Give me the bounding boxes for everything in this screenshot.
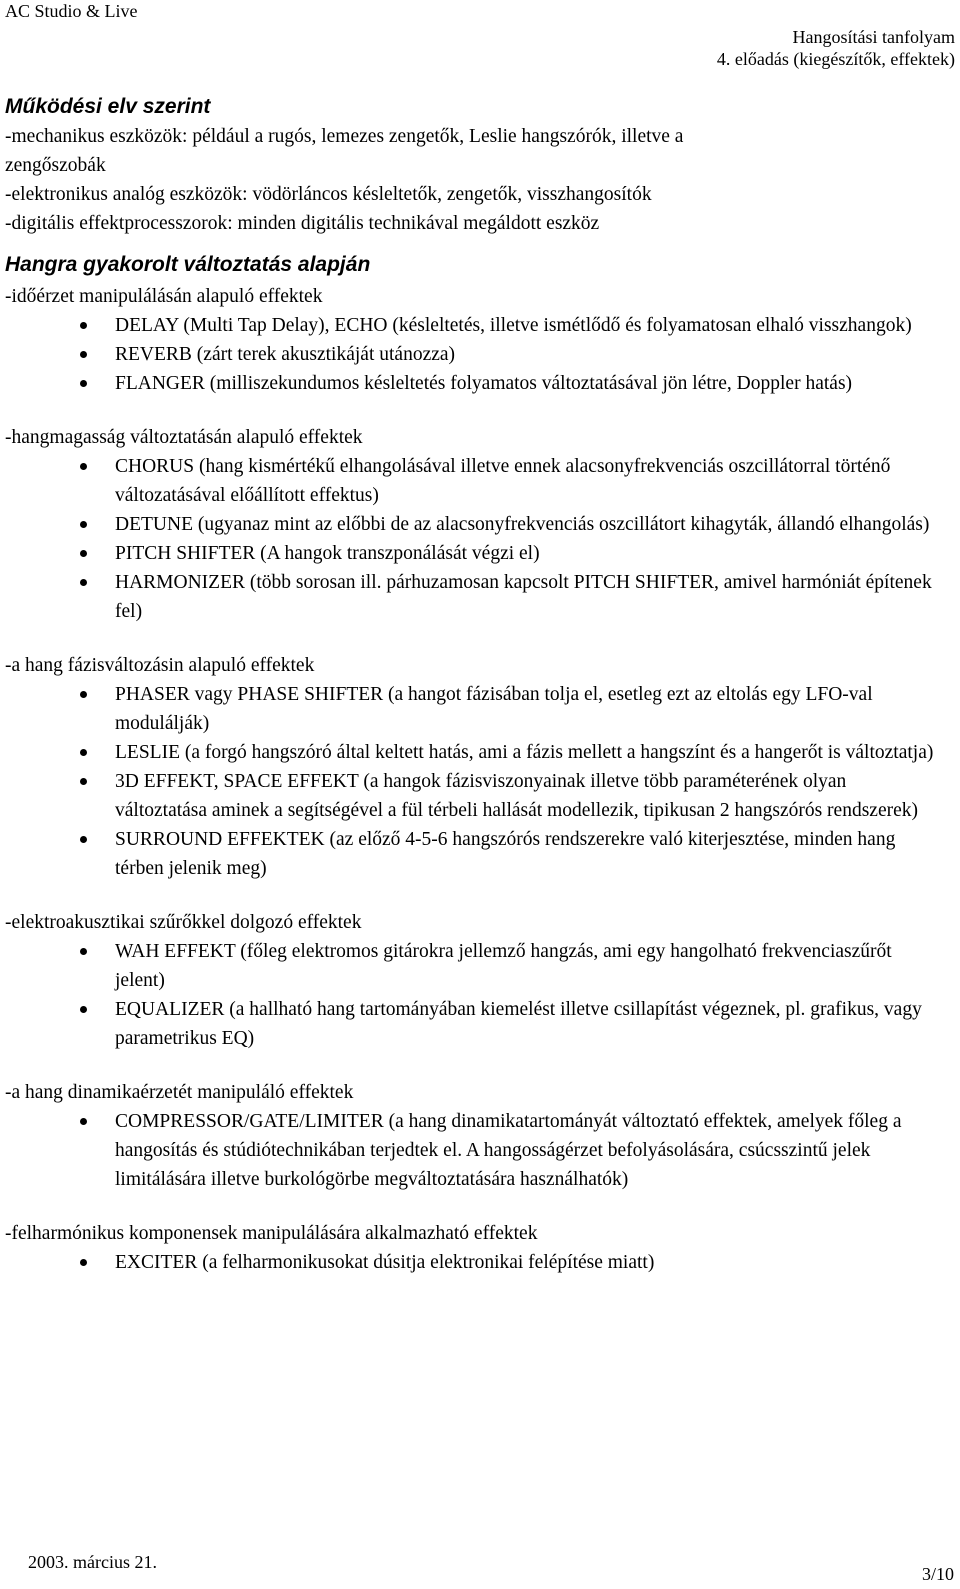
principle-line: zengőszobák [5,155,106,176]
document-body [5,92,955,1277]
effect-list-item: WAH EFFEKT (főleg elektromos gitárokra jellemző hangzás, ami egy hangolható frekvenciaszűrőt jelent) [5,937,935,995]
effect-list-item: DETUNE (ugyanaz mint az előbbi de az alacsonyfrekvenciás oszcillátort kihagyták, állandó elhangolás) [5,510,935,539]
principle-list [5,122,955,238]
footer-date: 2003. március 21. [28,1552,157,1572]
effect-list [5,680,955,883]
effect-group-title: -a hang fázisváltozásin alapuló effektek [5,655,315,676]
effect-list [5,1107,955,1194]
effect-group [5,908,955,1053]
effect-list-item: CHORUS (hang kismértékű elhangolásával illetve ennek alacsonyfrekvenciás oszcillátorral történő változatásával előállított effektus) [5,452,935,510]
section-heading-sound-change: Hangra gyakorolt változtatás alapján [5,253,371,276]
effect-group-title: -időérzet manipulálásán alapuló effektek [5,286,323,307]
effect-list [5,311,955,398]
effect-list-item: EQUALIZER (a hallható hang tartományában kiemelést illetve csillapítást végeznek, pl. grafikus, vagy parametrikus EQ) [5,995,935,1053]
effect-list [5,1248,955,1277]
principle-line: -mechanikus eszközök: például a rugós, lemezes zengetők, Leslie hangszórók, illetve a [5,126,684,147]
effect-list [5,452,955,626]
effect-list-item: PHASER vagy PHASE SHIFTER (a hangot fázisában tolja el, esetleg ezt az eltolás egy LFO-val modulálják) [5,680,935,738]
effect-group [5,651,955,883]
effect-list-item: SURROUND EFFEKTEK (az előző 4-5-6 hangszórós rendszerekre való kiterjesztése, minden hang térben jelenik meg) [5,825,935,883]
effect-list-item: HARMONIZER (több sorosan ill. párhuzamosan kapcsolt PITCH SHIFTER, amivel harmóniát építenek fel) [5,568,935,626]
effect-group [5,1219,955,1277]
effect-group [5,1078,955,1194]
course-title: Hangosítási tanfolyam [792,27,955,47]
header-left-title: AC Studio & Live [5,1,138,21]
effect-list-item: PITCH SHIFTER (A hangok transzponálását végzi el) [5,539,935,568]
lecture-title: 4. előadás (kiegészítők, effektek) [716,49,955,69]
effect-group [5,423,955,626]
effect-list-item: EXCITER (a felharmonikusokat dúsitja elektronikai felépítése miatt) [5,1248,935,1277]
effect-list-item: FLANGER (milliszekundumos késleltetés folyamatos változtatásával jön létre, Doppler hatás) [5,369,935,398]
effect-list-item: COMPRESSOR/GATE/LIMITER (a hang dinamikatartományát változtató effektek, amelyek főleg a hangosítás és stúdiótechnikában terjedtek el. A hangosságérzet befolyásolására, csúcsszintű jelek limitálására illetve burkológörbe megváltoztatására használhatók) [5,1107,935,1194]
effect-groups [5,282,955,1277]
principle-line: -elektronikus analóg eszközök: vödörláncos késleltetők, zengetők, visszhangosítók [5,184,652,205]
page-number: 3/10 [921,1564,954,1584]
effect-group-title: -hangmagasság változtatásán alapuló effektek [5,427,363,448]
effect-list-item: 3D EFFEKT, SPACE EFFEKT (a hangok fázisviszonyainak illetve több paraméterének olyan változtatása aminek a segítségével a fül térbeli hallását modellezik, tipikusan 2 hangszórós rendszerek) [5,767,935,825]
effect-list [5,937,955,1053]
effect-group-title: -elektroakusztikai szűrőkkel dolgozó effektek [5,912,362,933]
effect-group [5,282,955,398]
effect-list-item: LESLIE (a forgó hangszóró által keltett hatás, ami a fázis mellett a hangszínt és a hangerőt is változtatja) [5,738,935,767]
section-heading-principle: Működési elv szerint [5,95,211,118]
header-right [717,26,955,70]
effect-group-title: -a hang dinamikaérzetét manipuláló effektek [5,1082,354,1103]
effect-list-item: REVERB (zárt terek akusztikáját utánozza) [5,340,935,369]
effect-group-title: -felharmónikus komponensek manipulálására alkalmazható effektek [5,1223,538,1244]
effect-list-item: DELAY (Multi Tap Delay), ECHO (késleltetés, illetve ismétlődő és folyamatosan elhaló visszhangok) [5,311,935,340]
principle-line: -digitális effektprocesszorok: minden digitális technikával megáldott eszköz [5,213,600,234]
